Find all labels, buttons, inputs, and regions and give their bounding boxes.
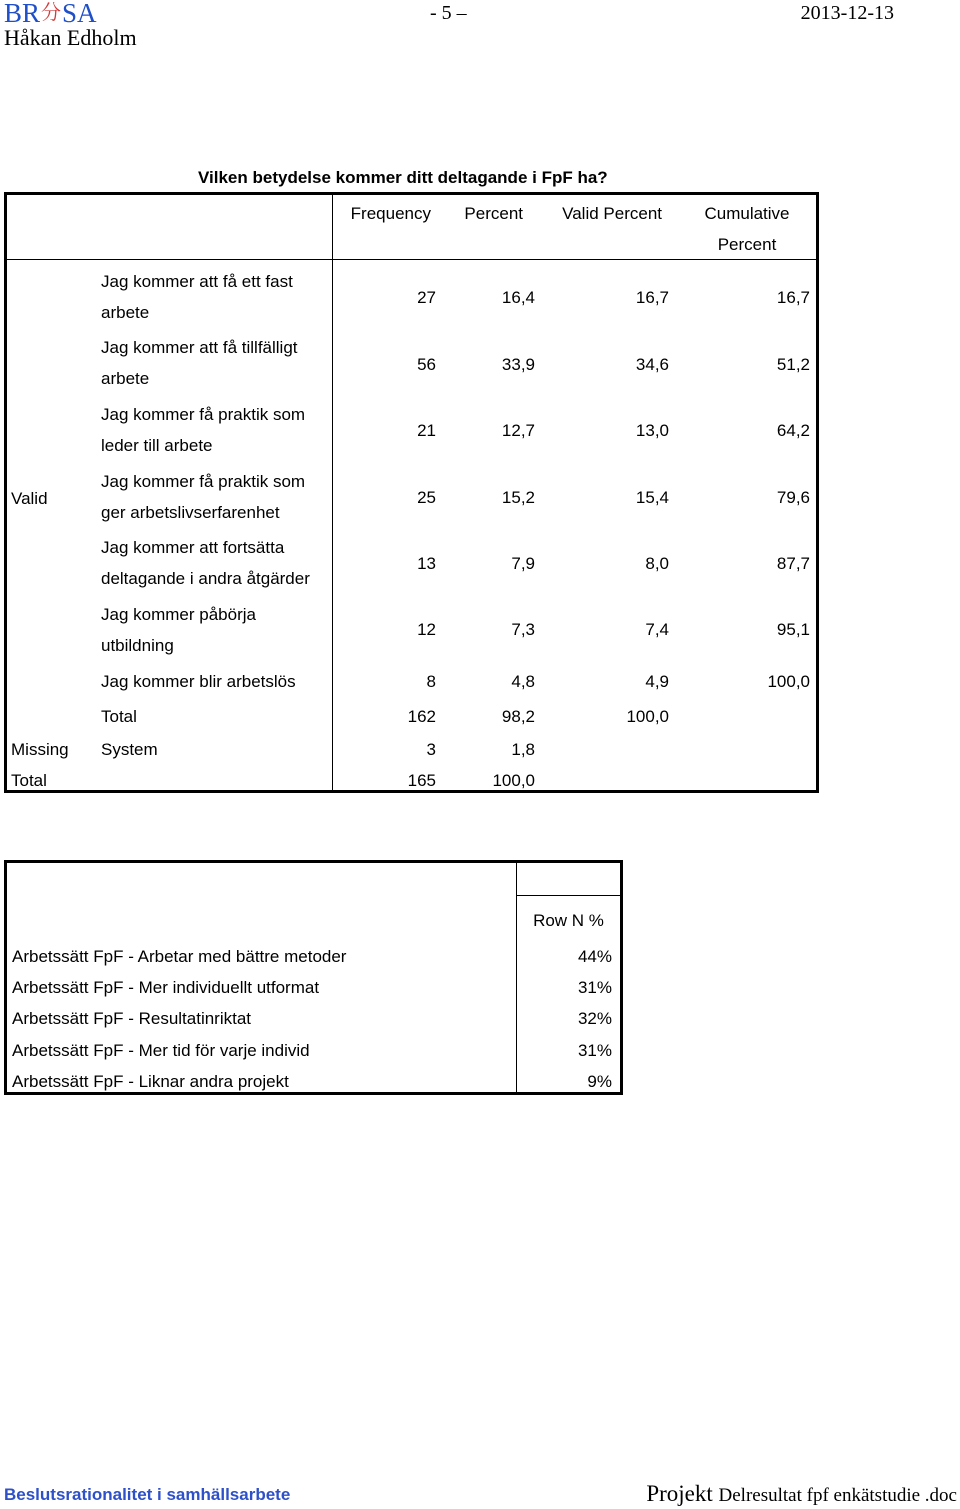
table-title: Vilken betydelse kommer ditt deltagande i FpF ha? — [198, 168, 608, 187]
logo: BR分SA — [4, 0, 97, 28]
cell-row-n-percent: 31% — [577, 1041, 612, 1060]
cell-valid-percent: 8,0 — [645, 554, 669, 573]
cell-frequency: 165 — [407, 771, 436, 790]
cell-cumulative: 51,2 — [776, 355, 810, 374]
group-label-valid: Valid — [11, 489, 48, 508]
row-label-cont: leder till arbete — [101, 436, 213, 455]
frequency-table — [4, 192, 819, 793]
cell-cumulative: 64,2 — [776, 421, 810, 440]
cell-frequency: 3 — [426, 740, 436, 759]
group-label-total: Total — [11, 771, 47, 790]
cell-cumulative: 95,1 — [776, 620, 810, 639]
row-n-table — [4, 860, 623, 1095]
cell-valid-percent: 34,6 — [635, 355, 669, 374]
cell-percent: 98,2 — [501, 707, 535, 726]
row-label: Arbetssätt FpF - Mer individuellt utformat — [12, 978, 320, 997]
cell-cumulative: 79,6 — [776, 488, 810, 507]
cell-cumulative: 87,7 — [776, 554, 810, 573]
cell-valid-percent: 100,0 — [626, 707, 669, 726]
cell-percent: 7,9 — [511, 554, 535, 573]
header-date: 2013-12-13 — [800, 2, 894, 24]
author-name: Håkan Edholm — [4, 25, 137, 50]
cell-percent: 4,8 — [511, 672, 535, 691]
cell-row-n-percent: 44% — [577, 947, 612, 966]
cell-row-n-percent: 32% — [577, 1009, 612, 1028]
cell-valid-percent: 7,4 — [645, 620, 669, 639]
row-label-cont: ger arbetslivserfarenhet — [101, 503, 280, 522]
cell-row-n-percent: 31% — [577, 978, 612, 997]
header-divider — [516, 895, 620, 896]
row-label-cont: utbildning — [101, 636, 174, 655]
cell-valid-percent: 13,0 — [635, 421, 669, 440]
row-label: Jag kommer att fortsätta — [101, 538, 285, 557]
cell-valid-percent: 16,7 — [635, 288, 669, 307]
col-header-percent: Percent — [464, 204, 523, 223]
col-header-cumulative: Cumulative — [704, 204, 790, 223]
cell-percent: 16,4 — [501, 288, 535, 307]
cell-percent: 33,9 — [501, 355, 535, 374]
cell-percent: 1,8 — [511, 740, 535, 759]
cell-percent: 7,3 — [511, 620, 535, 639]
row-label: Arbetssätt FpF - Arbetar med bättre metoder — [12, 947, 347, 966]
cell-cumulative: 100,0 — [767, 672, 810, 691]
footer-project: Projekt — [646, 1481, 713, 1506]
row-label: Arbetssätt FpF - Liknar andra projekt — [12, 1072, 289, 1091]
cell-percent: 12,7 — [501, 421, 535, 440]
missing-system-label: System — [101, 740, 158, 759]
row-label: Jag kommer få praktik som — [101, 405, 306, 424]
row-label: Jag kommer att få ett fast — [101, 272, 293, 291]
col-header-valid-percent: Valid Percent — [562, 204, 662, 223]
cell-frequency: 27 — [417, 288, 436, 307]
row-label-cont: arbete — [101, 369, 150, 388]
row-label: Jag kommer få praktik som — [101, 472, 306, 491]
cell-frequency: 25 — [417, 488, 436, 507]
column-divider — [332, 195, 333, 790]
row-label: Jag kommer påbörja — [101, 605, 256, 624]
cell-row-n-percent: 9% — [587, 1072, 612, 1091]
cell-frequency: 12 — [417, 620, 436, 639]
cell-frequency: 21 — [417, 421, 436, 440]
row-label-cont: deltagande i andra åtgärder — [101, 569, 310, 588]
row-label: Jag kommer att få tillfälligt — [101, 338, 298, 357]
group-label-missing: Missing — [11, 740, 69, 759]
cell-frequency: 162 — [407, 707, 436, 726]
col-header-frequency: Frequency — [350, 204, 431, 223]
page-number: - 5 – — [430, 2, 467, 24]
cell-valid-percent: 4,9 — [645, 672, 669, 691]
cell-percent: 15,2 — [501, 488, 535, 507]
row-label-cont: arbete — [101, 303, 150, 322]
cell-cumulative: 16,7 — [776, 288, 810, 307]
footer-doc-name — [646, 1481, 957, 1507]
row-label: Arbetssätt FpF - Mer tid för varje individ — [12, 1041, 310, 1060]
col-header-row-n-percent: Row N % — [533, 911, 604, 930]
row-label: Arbetssätt FpF - Resultatinriktat — [12, 1009, 252, 1028]
cell-frequency: 13 — [417, 554, 436, 573]
cell-valid-percent: 15,4 — [635, 488, 669, 507]
cell-frequency: 56 — [417, 355, 436, 374]
cell-frequency: 8 — [426, 672, 436, 691]
footer-filename: Delresultat fpf enkätstudie .doc — [718, 1485, 957, 1506]
cell-percent: 100,0 — [492, 771, 535, 790]
footer-org: Beslutsrationalitet i samhällsarbete — [4, 1485, 291, 1504]
valid-total-label: Total — [101, 707, 137, 726]
row-label: Jag kommer blir arbetslös — [101, 672, 296, 691]
col-header-cumulative-percent: Percent — [717, 235, 777, 254]
